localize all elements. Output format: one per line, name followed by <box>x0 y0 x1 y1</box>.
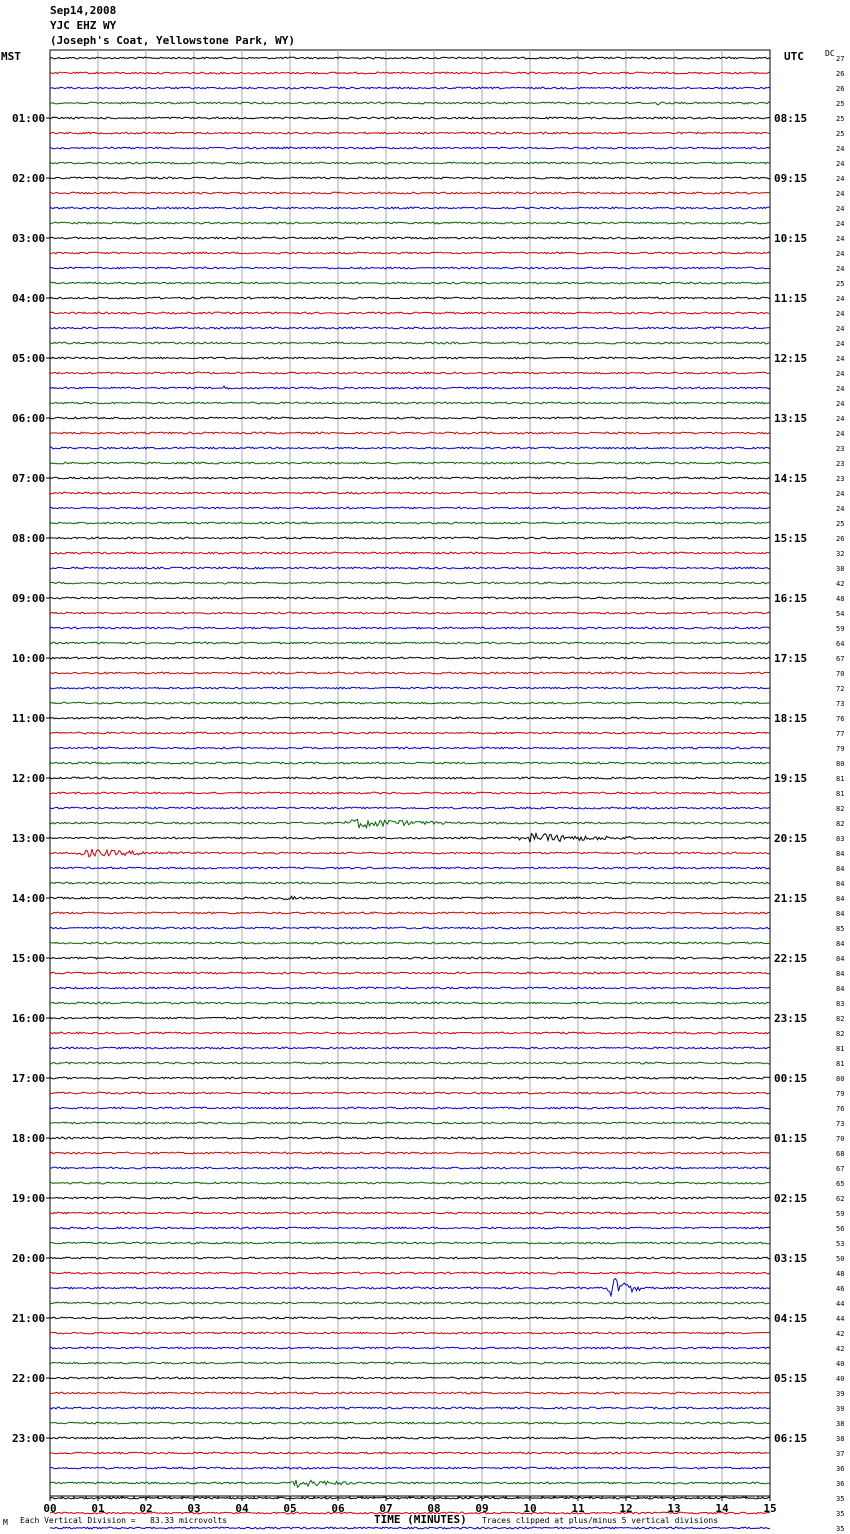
seismic-trace <box>50 627 770 629</box>
left-hour-label: 12:00 <box>12 772 46 785</box>
seismic-trace <box>50 252 770 254</box>
dc-offset-label: 24 <box>836 355 845 363</box>
seismic-trace <box>50 672 770 674</box>
seismic-trace <box>50 267 770 269</box>
dc-offset-label: 46 <box>836 1285 845 1293</box>
dc-offset-label: 25 <box>836 280 845 288</box>
seismic-trace <box>50 57 770 59</box>
dc-offset-label: 48 <box>836 1270 845 1278</box>
seismic-trace <box>50 492 770 494</box>
left-hour-label: 18:00 <box>12 1132 46 1145</box>
dc-offset-label: 59 <box>836 1210 845 1218</box>
seismic-trace <box>50 207 770 209</box>
seismic-trace <box>50 942 770 944</box>
dc-offset-label: 38 <box>836 1420 845 1428</box>
seismic-trace <box>50 777 770 779</box>
seismic-trace <box>50 834 770 843</box>
seismic-trace <box>50 312 770 314</box>
seismic-trace <box>50 882 770 884</box>
left-hour-label: 07:00 <box>12 472 46 485</box>
seismic-trace <box>50 357 770 359</box>
seismic-trace <box>50 447 770 449</box>
seismic-trace <box>50 537 770 539</box>
right-hour-label: 08:15 <box>774 112 808 125</box>
x-tick-label: 02 <box>139 1502 153 1515</box>
dc-offset-label: 84 <box>836 850 845 858</box>
seismic-trace <box>50 147 770 149</box>
right-hour-label: 22:15 <box>774 952 808 965</box>
seismic-trace <box>50 732 770 734</box>
x-tick-label: 04 <box>235 1502 249 1515</box>
right-hour-label: 06:15 <box>774 1432 808 1445</box>
left-hour-label: 10:00 <box>12 652 46 665</box>
right-timezone-label: UTC <box>784 50 804 63</box>
seismic-trace <box>50 177 770 179</box>
right-hour-label: 17:15 <box>774 652 808 665</box>
dc-offset-label: 64 <box>836 640 845 648</box>
seismic-trace <box>50 132 770 134</box>
dc-offset-label: 77 <box>836 730 845 738</box>
left-hour-label: 09:00 <box>12 592 46 605</box>
dc-offset-label: 26 <box>836 535 845 543</box>
dc-offset-label: 67 <box>836 1165 845 1173</box>
dc-offset-label: 81 <box>836 790 845 798</box>
dc-offset-label: 24 <box>836 505 845 513</box>
dc-offset-label: 70 <box>836 1135 845 1143</box>
left-hour-label: 06:00 <box>12 412 46 425</box>
x-tick-label: 13 <box>667 1502 681 1515</box>
seismic-trace <box>50 1227 770 1229</box>
dc-offset-label: 24 <box>836 235 845 243</box>
dc-offset-label: 27 <box>836 55 845 63</box>
dc-offset-label: 84 <box>836 940 845 948</box>
dc-offset-label: 84 <box>836 880 845 888</box>
x-tick-label: 12 <box>619 1502 633 1515</box>
left-hour-label: 08:00 <box>12 532 46 545</box>
dc-offset-label: 59 <box>836 625 845 633</box>
dc-offset-label: 36 <box>836 1465 845 1473</box>
seismic-trace <box>50 896 770 899</box>
dc-offset-label: 72 <box>836 685 845 693</box>
left-hour-label: 03:00 <box>12 232 46 245</box>
seismic-trace <box>50 792 770 794</box>
dc-offset-label: 24 <box>836 430 845 438</box>
dc-offset-label: 38 <box>836 1435 845 1443</box>
seismic-trace <box>50 1279 770 1296</box>
seismic-trace <box>50 1182 770 1184</box>
seismic-trace <box>50 1092 770 1094</box>
dc-offset-label: 80 <box>836 1075 845 1083</box>
seismic-trace <box>50 1527 770 1529</box>
seismic-trace <box>50 327 770 329</box>
seismic-trace <box>50 642 770 644</box>
seismic-trace <box>50 1197 770 1199</box>
right-hour-label: 10:15 <box>774 232 808 245</box>
seismic-trace <box>50 702 770 704</box>
seismic-trace <box>50 567 770 569</box>
seismic-trace <box>50 87 770 89</box>
seismic-trace <box>50 477 770 479</box>
left-hour-label: 13:00 <box>12 832 46 845</box>
seismic-trace <box>50 1167 770 1169</box>
seismic-trace <box>50 507 770 509</box>
seismic-trace <box>50 1302 770 1304</box>
left-hour-label: 22:00 <box>12 1372 46 1385</box>
seismic-trace <box>50 462 770 464</box>
seismic-trace <box>50 912 770 914</box>
seismic-trace <box>50 1422 770 1424</box>
x-tick-label: 08 <box>427 1502 441 1515</box>
seismic-trace <box>50 1242 770 1244</box>
dc-offset-label: 40 <box>836 1375 845 1383</box>
seismic-trace <box>50 552 770 554</box>
left-hour-label: 14:00 <box>12 892 46 905</box>
dc-offset-label: 26 <box>836 85 845 93</box>
dc-offset-label: 42 <box>836 580 845 588</box>
left-hour-label: 15:00 <box>12 952 46 965</box>
dc-offset-label: 24 <box>836 340 845 348</box>
seismic-trace <box>50 1017 770 1019</box>
dc-offset-label: 23 <box>836 460 845 468</box>
seismic-trace <box>50 1137 770 1139</box>
dc-offset-label: 25 <box>836 100 845 108</box>
seismic-trace <box>50 1047 770 1049</box>
left-hour-label: 21:00 <box>12 1312 46 1325</box>
left-hour-label: 16:00 <box>12 1012 46 1025</box>
right-hour-label: 11:15 <box>774 292 808 305</box>
dc-offset-label: 35 <box>836 1510 845 1518</box>
left-hour-label: 01:00 <box>12 112 46 125</box>
left-hour-label: 04:00 <box>12 292 46 305</box>
seismic-trace <box>50 1062 770 1064</box>
right-hour-label: 21:15 <box>774 892 808 905</box>
dc-offset-label: 25 <box>836 520 845 528</box>
dc-offset-label: 24 <box>836 190 845 198</box>
seismic-trace <box>50 1362 770 1364</box>
seismic-trace <box>50 522 770 524</box>
seismic-trace <box>50 1122 770 1124</box>
dc-offset-label: 65 <box>836 1180 845 1188</box>
dc-offset-label: 76 <box>836 1105 845 1113</box>
right-hour-label: 14:15 <box>774 472 808 485</box>
dc-offset-label: 24 <box>836 220 845 228</box>
seismic-trace <box>50 1002 770 1004</box>
dc-offset-label: 82 <box>836 820 845 828</box>
dc-offset-label: 81 <box>836 1045 845 1053</box>
dc-offset-label: 83 <box>836 835 845 843</box>
x-tick-label: 01 <box>91 1502 105 1515</box>
x-tick-label: 05 <box>283 1502 297 1515</box>
dc-offset-label: 44 <box>836 1300 845 1308</box>
dc-offset-label: 24 <box>836 310 845 318</box>
x-axis-title: TIME (MINUTES) <box>374 1513 467 1526</box>
left-hour-label: 17:00 <box>12 1072 46 1085</box>
x-tick-label: 15 <box>763 1502 777 1515</box>
dc-offset-label: 23 <box>836 445 845 453</box>
x-tick-label: 07 <box>379 1502 393 1515</box>
x-tick-label: 00 <box>43 1502 57 1515</box>
seismic-trace <box>50 1317 770 1319</box>
seismic-trace <box>50 597 770 599</box>
seismic-trace <box>50 432 770 434</box>
dc-offset-label: 42 <box>836 1330 845 1338</box>
dc-offset-label: 56 <box>836 1225 845 1233</box>
seismic-trace <box>50 1257 770 1259</box>
dc-offset-label: 73 <box>836 700 845 708</box>
dc-offset-label: 24 <box>836 295 845 303</box>
dc-offset-label: 70 <box>836 670 845 678</box>
seismic-trace <box>50 849 770 857</box>
dc-offset-label: 39 <box>836 1405 845 1413</box>
seismic-trace <box>50 957 770 959</box>
dc-offset-label: 76 <box>836 715 845 723</box>
seismic-trace <box>50 807 770 809</box>
seismic-trace <box>50 1480 770 1487</box>
dc-offset-label: 24 <box>836 250 845 258</box>
right-hour-label: 04:15 <box>774 1312 808 1325</box>
dc-offset-label: 25 <box>836 130 845 138</box>
right-hour-label: 19:15 <box>774 772 808 785</box>
dc-offset-label: 82 <box>836 805 845 813</box>
dc-offset-label: 73 <box>836 1120 845 1128</box>
vertical-scale-note: Each Vertical Division = 83.33 microvolts <box>20 1516 228 1525</box>
left-hour-label: 19:00 <box>12 1192 46 1205</box>
right-hour-label: 09:15 <box>774 172 808 185</box>
seismic-trace <box>50 657 770 659</box>
seismic-trace <box>50 820 770 829</box>
dc-offset-label: 24 <box>836 385 845 393</box>
seismic-trace <box>50 237 770 239</box>
seismic-trace <box>50 1032 770 1034</box>
dc-offset-label: 24 <box>836 400 845 408</box>
seismic-trace <box>50 417 770 419</box>
x-tick-label: 11 <box>571 1502 585 1515</box>
seismic-trace <box>50 297 770 299</box>
dc-offset-label: 39 <box>836 1390 845 1398</box>
seismic-trace <box>50 717 770 719</box>
dc-offset-label: 79 <box>836 745 845 753</box>
dc-offset-label: 68 <box>836 1150 845 1158</box>
dc-offset-label: 24 <box>836 265 845 273</box>
left-hour-label: 05:00 <box>12 352 46 365</box>
left-timezone-label: MST <box>1 50 21 63</box>
plot-date: Sep14,2008 <box>50 4 117 17</box>
right-hour-label: 12:15 <box>774 352 808 365</box>
seismic-trace <box>50 222 770 224</box>
right-hour-label: 02:15 <box>774 1192 808 1205</box>
dc-offset-label: 81 <box>836 1060 845 1068</box>
dc-offset-label: 24 <box>836 415 845 423</box>
seismic-traces <box>50 57 770 1529</box>
seismic-trace <box>50 927 770 929</box>
dc-offset-label: 24 <box>836 175 845 183</box>
dc-offset-label: 24 <box>836 160 845 168</box>
seismic-trace <box>50 1392 770 1394</box>
right-hour-label: 00:15 <box>774 1072 808 1085</box>
dc-offset-label: 67 <box>836 655 845 663</box>
left-hour-label: 23:00 <box>12 1432 46 1445</box>
right-hour-label: 16:15 <box>774 592 808 605</box>
x-tick-label: 03 <box>187 1502 201 1515</box>
seismic-trace <box>50 612 770 614</box>
seismic-trace <box>50 1212 770 1214</box>
dc-offset-label: 85 <box>836 925 845 933</box>
seismic-trace <box>50 1452 770 1454</box>
dc-offset-label: 84 <box>836 985 845 993</box>
dc-offset-label: 84 <box>836 865 845 873</box>
seismic-trace <box>50 402 770 404</box>
right-hour-label: 18:15 <box>774 712 808 725</box>
dc-offset-label: 80 <box>836 760 845 768</box>
dc-offset-label: 36 <box>836 1480 845 1488</box>
dc-offset-label: 24 <box>836 370 845 378</box>
station-code: YJC EHZ WY <box>50 19 117 32</box>
dc-offset-label: 84 <box>836 895 845 903</box>
dc-offset-label: 35 <box>836 1495 845 1503</box>
dc-offset-label: 37 <box>836 1450 845 1458</box>
seismic-trace <box>50 102 770 105</box>
left-hour-label: 20:00 <box>12 1252 46 1265</box>
dc-offset-label: 48 <box>836 595 845 603</box>
x-tick-label: 10 <box>523 1502 537 1515</box>
dc-offset-label: 24 <box>836 145 845 153</box>
dc-offset-label: 83 <box>836 1000 845 1008</box>
right-hour-label: 20:15 <box>774 832 808 845</box>
seismic-trace <box>50 1347 770 1349</box>
dc-offset-label: 42 <box>836 1345 845 1353</box>
dc-offset-header: DC <box>825 49 835 58</box>
dc-offset-label: 81 <box>836 775 845 783</box>
x-tick-label: 06 <box>331 1502 345 1515</box>
seismic-trace <box>50 1107 770 1109</box>
right-hour-label: 05:15 <box>774 1372 808 1385</box>
seismic-trace <box>50 117 770 119</box>
left-hour-label: 11:00 <box>12 712 46 725</box>
seismic-trace <box>50 1077 770 1079</box>
dc-offset-label: 44 <box>836 1315 845 1323</box>
dc-offset-label: 40 <box>836 1360 845 1368</box>
seismic-trace <box>50 192 770 194</box>
seismic-trace <box>50 282 770 284</box>
seismic-trace <box>50 867 770 869</box>
seismic-trace <box>50 687 770 689</box>
seismic-trace <box>50 162 770 164</box>
right-hour-label: 01:15 <box>774 1132 808 1145</box>
dc-offset-label: 79 <box>836 1090 845 1098</box>
right-hour-label: 03:15 <box>774 1252 808 1265</box>
dc-offset-label: 82 <box>836 1015 845 1023</box>
dc-offset-label: 82 <box>836 1030 845 1038</box>
seismic-trace <box>50 1152 770 1154</box>
dc-offset-label: 32 <box>836 550 845 558</box>
dc-offset-label: 24 <box>836 325 845 333</box>
axis-labels <box>12 55 844 1533</box>
seismic-trace <box>50 1467 770 1469</box>
seismic-trace <box>50 1407 770 1409</box>
dc-offset-label: 26 <box>836 70 845 78</box>
seismic-trace <box>50 987 770 989</box>
seismic-trace <box>50 762 770 764</box>
dc-offset-label: 50 <box>836 1255 845 1263</box>
seismic-trace <box>50 582 770 584</box>
seismic-trace <box>50 72 770 74</box>
seismic-trace <box>50 972 770 974</box>
x-tick-label: 09 <box>475 1502 489 1515</box>
dc-offset-label: 23 <box>836 475 845 483</box>
dc-offset-label: 35 <box>836 1525 845 1533</box>
seismic-trace <box>50 1332 770 1334</box>
dc-offset-label: 84 <box>836 955 845 963</box>
dc-offset-label: 25 <box>836 115 845 123</box>
seismic-trace <box>50 1272 770 1274</box>
station-location: (Joseph's Coat, Yellowstone Park, WY) <box>50 34 296 47</box>
dc-offset-label: 84 <box>836 970 845 978</box>
seismic-trace <box>50 1377 770 1379</box>
right-hour-label: 15:15 <box>774 532 808 545</box>
clip-note: Traces clipped at plus/minus 5 vertical divisions <box>482 1516 719 1525</box>
right-hour-label: 13:15 <box>774 412 808 425</box>
dc-offset-label: 53 <box>836 1240 845 1248</box>
dc-offset-label: 24 <box>836 490 845 498</box>
dc-offset-label: 84 <box>836 910 845 918</box>
dc-offset-label: 62 <box>836 1195 845 1203</box>
seismic-trace <box>50 372 770 374</box>
seismic-trace <box>50 342 770 344</box>
seismic-trace <box>50 747 770 749</box>
left-hour-label: 02:00 <box>12 172 46 185</box>
seismic-trace <box>50 386 770 389</box>
right-hour-label: 23:15 <box>774 1012 808 1025</box>
dc-offset-label: 38 <box>836 565 845 573</box>
footer-left-mark: M <box>3 1518 8 1527</box>
dc-offset-label: 24 <box>836 205 845 213</box>
seismic-trace <box>50 1437 770 1439</box>
dc-offset-label: 54 <box>836 610 845 618</box>
x-tick-label: 14 <box>715 1502 729 1515</box>
